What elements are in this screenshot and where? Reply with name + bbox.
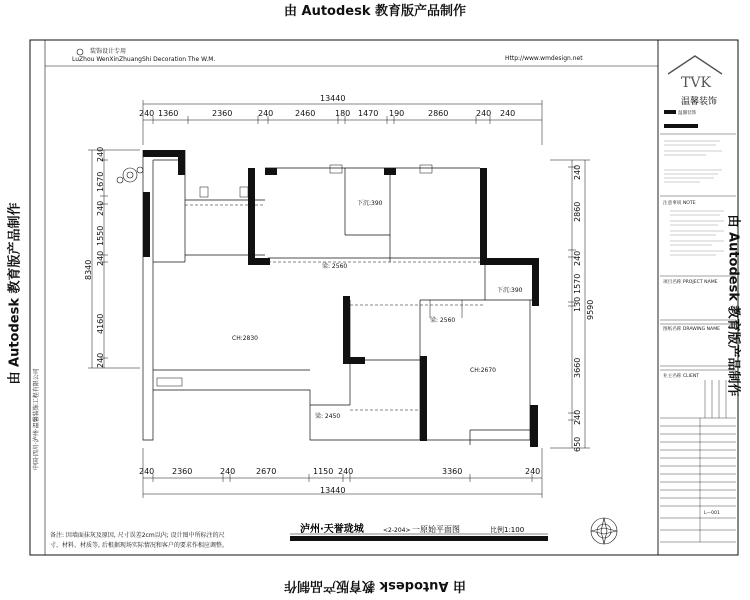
- watermark-top: 由 Autodesk 教育版产品制作: [283, 4, 467, 19]
- dim-top-2: 2360: [212, 109, 233, 118]
- dim-left-0: 240: [96, 146, 105, 162]
- title-drawing: 一原始平面图: [412, 525, 460, 534]
- side-company-text: 中国·四川·泸州·温馨装饰工程有限公司: [33, 368, 40, 470]
- dim-right-2: 240: [573, 250, 582, 266]
- brand-sub: 温馨装饰: [678, 111, 697, 116]
- watermark-bottom: 由 Autodesk 教育版产品制作: [283, 578, 467, 593]
- watermark-left: 由 Autodesk 教育版产品制作: [7, 202, 23, 385]
- dim-right-total: 9590: [586, 299, 595, 320]
- plant-icon: [117, 167, 143, 183]
- dim-top-3: 240: [258, 109, 274, 118]
- dim-left-1: 1670: [96, 171, 105, 192]
- note-title: 注意事项 NOTE: [663, 201, 696, 206]
- dim-left-total: 8340: [84, 259, 93, 280]
- client-label: 业主名称 CLIENT: [663, 374, 700, 379]
- title-unit: <2-204>: [383, 527, 411, 534]
- dim-bottom-3: 2670: [256, 467, 277, 476]
- title-project: 泸州·天誉珑城: [300, 524, 364, 535]
- room-beam-1: 梁: 2560: [322, 263, 348, 270]
- title-scale: 比例1:100: [490, 526, 525, 534]
- dim-bottom-0: 240: [139, 467, 155, 476]
- dim-left-2: 240: [96, 200, 105, 216]
- room-ceiling-2: 下沉:390: [497, 287, 523, 294]
- title-bar-rule: [290, 536, 548, 541]
- dim-top-1: 1360: [158, 109, 179, 118]
- brand-logo: TVK: [681, 75, 711, 91]
- company-logo-icon: [77, 49, 83, 55]
- room-beam-2: 梁: 2560: [430, 317, 456, 324]
- room-beam-3: 梁: 2450: [315, 413, 341, 420]
- dim-top-10: 240: [500, 109, 516, 118]
- dim-top-5: 180: [335, 109, 351, 118]
- room-height-2: CH:2670: [470, 367, 496, 374]
- dim-bottom-4: 1150: [313, 467, 334, 476]
- dim-right-1: 2860: [573, 201, 582, 222]
- header-company-cn: 装饰设计专用: [90, 48, 127, 55]
- title-block: [658, 40, 738, 555]
- dimensions-top: [143, 100, 542, 145]
- dim-right-7: 650: [573, 436, 582, 452]
- dim-top-9: 240: [476, 109, 492, 118]
- dim-bottom-1: 2360: [172, 467, 193, 476]
- dim-bottom-6: 3360: [442, 467, 463, 476]
- project-name-label: 项目名称 PROJECT NAME: [663, 280, 718, 285]
- watermark-right: 由 Autodesk 教育版产品制作: [725, 214, 741, 397]
- header-company-en: LuZhou WenXinZhuangShi Decoration The W.M.: [72, 56, 216, 63]
- dim-bottom-7: 240: [525, 467, 541, 476]
- dim-left-3: 1550: [96, 225, 105, 246]
- compass-rose-icon: [591, 518, 617, 544]
- dim-top-8: 2860: [428, 109, 449, 118]
- header-url: Http://www.wmdesign.net: [505, 55, 583, 62]
- dim-left-6: 240: [96, 352, 105, 368]
- sheet-number: L—001: [704, 511, 720, 516]
- dim-right-4: 130: [573, 296, 582, 312]
- dim-left-5: 4160: [96, 313, 105, 334]
- dim-top-7: 190: [389, 109, 405, 118]
- dim-bottom-total: 13440: [320, 486, 346, 495]
- note-line-1: 备注: 因墙面抹灰及原因, 尺寸误差2cm以内; 设计图中所标注的尺: [50, 532, 225, 539]
- dim-right-0: 240: [573, 164, 582, 180]
- dim-right-5: 3660: [573, 357, 582, 378]
- dim-right-3: 1570: [573, 273, 582, 294]
- dim-top-total: 13440: [320, 94, 346, 103]
- dim-left-4: 240: [96, 250, 105, 266]
- dimensions-right: [550, 160, 590, 448]
- floor-plan: [117, 150, 539, 447]
- dim-bottom-5: 240: [338, 467, 354, 476]
- dim-bottom-2: 240: [220, 467, 236, 476]
- room-ceiling-1: 下沉:390: [357, 200, 383, 207]
- dim-right-6: 240: [573, 409, 582, 425]
- brand-logo-icon: [668, 56, 722, 74]
- dim-top-6: 1470: [358, 109, 379, 118]
- drawing-name-label: 图纸名称 DRAWING NAME: [663, 327, 721, 332]
- brand-name: 温馨装饰: [681, 97, 718, 107]
- room-height-1: CH:2830: [232, 335, 258, 342]
- dim-top-0: 240: [139, 109, 155, 118]
- note-line-2: 寸、材料、材质等, 后根据现场实际情况和客户的要求作相应调整。: [50, 542, 228, 549]
- dim-top-4: 2460: [295, 109, 316, 118]
